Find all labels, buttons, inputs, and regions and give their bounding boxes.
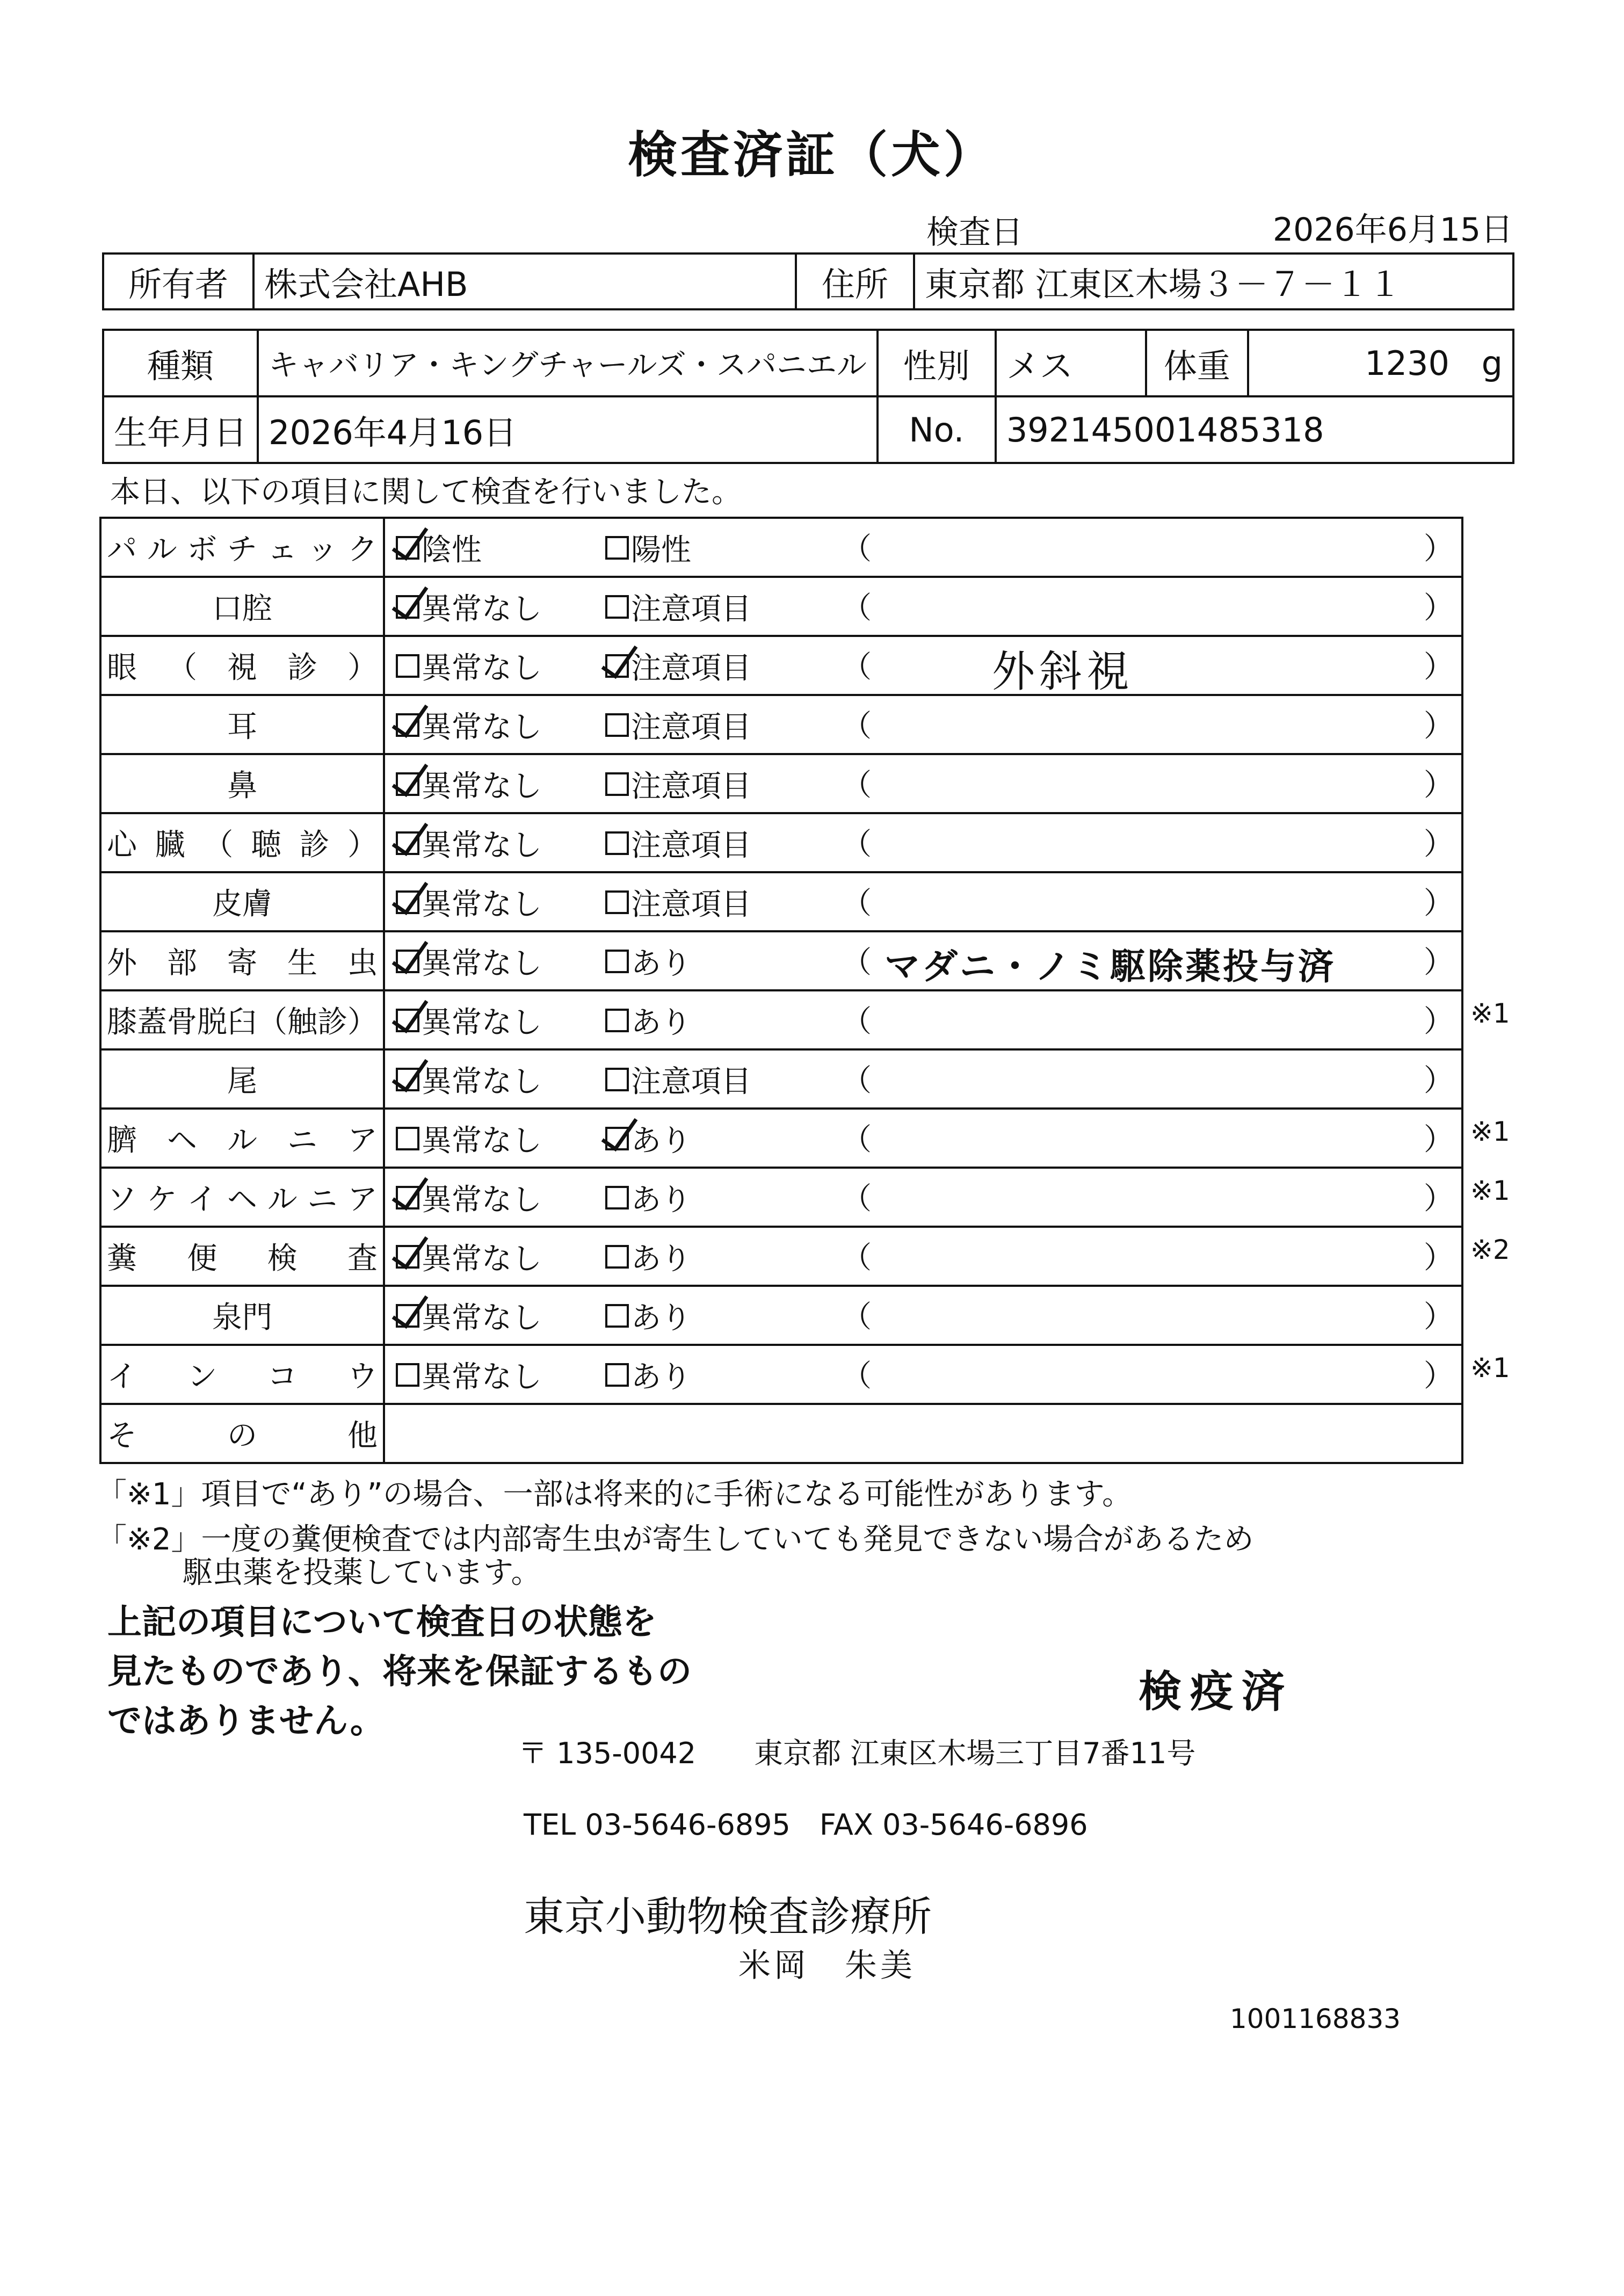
checkbox[interactable] (605, 713, 629, 737)
item-label-cell (100, 813, 384, 872)
option-1[interactable] (396, 704, 542, 747)
disclaimer (107, 1598, 692, 1746)
item-options-cell (384, 872, 1462, 931)
checkbox[interactable] (396, 654, 419, 678)
inspection-row (100, 636, 1462, 695)
sex-value: メス (996, 330, 1146, 396)
item-label-cell (100, 1345, 384, 1404)
note-open-paren: （ (842, 945, 872, 980)
option-2[interactable] (605, 1353, 691, 1396)
item-footnote-mark: ※2 (1470, 1234, 1510, 1265)
item-options-cell (384, 1227, 1462, 1286)
note-close-paren: ） (1424, 591, 1454, 626)
clinic-phone-fax: TEL 03-5646-6895 FAX 03-5646-6896 (524, 1808, 1088, 1842)
note-close-paren: ） (1424, 650, 1454, 685)
item-footnote-mark: ※1 (1470, 1175, 1510, 1206)
item-label-cell (100, 931, 384, 990)
option-label: あり (631, 1005, 691, 1040)
item-label: ソ ケ イ ヘ ル ニ ア (107, 1182, 378, 1217)
inspection-items-table (99, 517, 1463, 1464)
option-label: 陰性 (422, 533, 482, 568)
option-label: 注意項目 (631, 592, 751, 627)
pet-table (102, 329, 1514, 464)
note-close-paren: ） (1424, 1122, 1454, 1157)
item-label: 耳 (227, 709, 257, 744)
item-options-cell (384, 931, 1462, 990)
item-label-cell (100, 990, 384, 1049)
note-close-paren: ） (1424, 827, 1454, 862)
note-close-paren: ） (1424, 886, 1454, 921)
quarantine-stamp: 検疫済 (1139, 1667, 1293, 1716)
clinic-name: 東京小動物検査診療所 (524, 1893, 932, 1940)
option-2[interactable] (605, 999, 691, 1042)
note-open-paren: （ (842, 709, 872, 744)
breed-value: キャバリア・キングチャールズ・スパニエル (258, 330, 878, 396)
option-1[interactable] (396, 526, 482, 569)
item-options-cell (384, 695, 1462, 754)
checkbox[interactable] (605, 536, 629, 560)
owner-table (102, 252, 1514, 310)
note-open-paren: （ (842, 1122, 872, 1157)
inspection-row (100, 1345, 1462, 1404)
sex-label: 性別 (878, 330, 996, 396)
option-label: 異常なし (422, 1242, 542, 1277)
option-2[interactable] (605, 1176, 691, 1219)
option-2[interactable] (605, 940, 691, 983)
option-label: 異常なし (422, 592, 542, 627)
inspection-row (100, 931, 1462, 990)
checkbox[interactable] (605, 1068, 629, 1091)
inspection-row (100, 1109, 1462, 1168)
item-label: 鼻 (227, 769, 257, 803)
item-options-cell (384, 754, 1462, 813)
owner-value: 株式会社AHB (253, 253, 796, 309)
inspection-row (100, 754, 1462, 813)
note-close-paren: ） (1424, 1004, 1454, 1039)
option-1[interactable] (396, 822, 542, 865)
note-close-paren: ） (1424, 1359, 1454, 1394)
option-label: 異常なし (422, 769, 542, 804)
checkbox[interactable] (396, 1127, 419, 1150)
item-options-cell (384, 636, 1462, 695)
option-1[interactable] (396, 999, 542, 1042)
option-label: 陽性 (631, 533, 691, 568)
item-label-cell (100, 1168, 384, 1227)
checkbox[interactable] (605, 1127, 629, 1150)
option-label: 異常なし (422, 1360, 542, 1395)
option-label: 異常なし (422, 887, 542, 922)
note-open-paren: （ (842, 768, 872, 803)
item-options-cell (384, 1286, 1462, 1345)
checkbox[interactable] (605, 831, 629, 855)
checkbox[interactable] (396, 536, 419, 560)
option-label: 異常なし (422, 1064, 542, 1099)
item-label-cell (100, 754, 384, 813)
option-label: 異常なし (422, 1124, 542, 1158)
other-value-cell (384, 1404, 1462, 1463)
footnote-2: 「※2」一度の糞便検査では内部寄生虫が寄生していても発見できない場合があるため (97, 1522, 1254, 1557)
checkbox[interactable] (605, 1304, 629, 1328)
note-open-paren: （ (842, 1182, 872, 1216)
checkbox[interactable] (396, 1009, 419, 1032)
note-open-paren: （ (842, 1063, 872, 1098)
option-1[interactable] (396, 940, 542, 983)
option-2[interactable] (605, 1294, 691, 1337)
inspection-row (100, 872, 1462, 931)
option-2[interactable] (605, 763, 751, 806)
item-options-cell (384, 990, 1462, 1049)
option-1[interactable] (396, 1058, 542, 1101)
option-2[interactable] (605, 526, 691, 569)
inspection-date-label: 検査日 (926, 214, 1023, 251)
item-footnote-mark: ※1 (1470, 1352, 1510, 1384)
item-label-cell (100, 872, 384, 931)
note-open-paren: （ (842, 886, 872, 921)
checkbox[interactable] (605, 654, 629, 678)
note-open-paren: （ (842, 1359, 872, 1394)
weight-label: 体重 (1146, 330, 1248, 396)
inspection-row (100, 1286, 1462, 1345)
option-1[interactable] (396, 1353, 542, 1396)
item-label: 心 臓 （ 聴 診 ） (107, 828, 378, 863)
inspection-row (100, 577, 1462, 636)
checkbox[interactable] (605, 595, 629, 619)
option-2[interactable] (605, 881, 751, 924)
option-label: あり (631, 1242, 691, 1277)
inspection-row (100, 1168, 1462, 1227)
item-label: 外 部 寄 生 虫 (107, 946, 378, 981)
item-options-cell (384, 1168, 1462, 1227)
item-label-cell (100, 518, 384, 577)
inspection-date-value: 2026年6月15日 (1273, 211, 1513, 249)
item-label: 尾 (227, 1064, 257, 1099)
note-open-paren: （ (842, 650, 872, 685)
item-options-cell (384, 577, 1462, 636)
item-footnote-mark: ※1 (1470, 998, 1510, 1029)
doctor-name: 米岡 朱美 (738, 1947, 916, 1984)
option-1[interactable] (396, 881, 542, 924)
item-note: マダニ・ノミ駆除薬投与済 (885, 946, 1336, 987)
weight-value: 1230 (1365, 343, 1449, 383)
option-label: 注意項目 (631, 887, 751, 922)
checkbox[interactable] (396, 713, 419, 737)
intro-text: 本日、以下の項目に関して検査を行いました。 (110, 475, 742, 510)
note-close-paren: ） (1424, 1300, 1454, 1335)
item-label-cell (100, 1109, 384, 1168)
dob-value: 2026年4月16日 (258, 396, 878, 463)
note-close-paren: ） (1424, 1241, 1454, 1276)
item-options-cell (384, 813, 1462, 872)
checkbox[interactable] (605, 1363, 629, 1387)
inspection-row (100, 990, 1462, 1049)
disclaimer-line: 上記の項目について検査日の状態を (107, 1603, 657, 1642)
checkbox[interactable] (605, 950, 629, 973)
item-label-cell (100, 1227, 384, 1286)
item-options-cell (384, 518, 1462, 577)
item-label-cell (100, 1286, 384, 1345)
option-2[interactable] (605, 704, 751, 747)
disclaimer-line: 見たものであり、将来を保証するもの (107, 1652, 692, 1692)
address-label: 住所 (796, 253, 914, 309)
inspection-row (100, 518, 1462, 577)
checkbox[interactable] (396, 1363, 419, 1387)
note-open-paren: （ (842, 532, 872, 567)
weight-value-cell (1248, 330, 1513, 396)
checkbox[interactable] (396, 772, 419, 796)
note-close-paren: ） (1424, 945, 1454, 980)
item-options-cell (384, 1345, 1462, 1404)
option-label: 注意項目 (631, 651, 751, 686)
checkbox[interactable] (605, 1245, 629, 1269)
note-open-paren: （ (842, 1004, 872, 1039)
item-footnote-mark: ※1 (1470, 1116, 1510, 1147)
option-label: 異常なし (422, 651, 542, 686)
certificate-title: 検査済証（犬） (627, 126, 996, 184)
option-label: 異常なし (422, 1183, 542, 1218)
breed-label: 種類 (103, 330, 258, 396)
note-close-paren: ） (1424, 709, 1454, 744)
option-label: 異常なし (422, 1005, 542, 1040)
option-label: 異常なし (422, 710, 542, 745)
option-1[interactable] (396, 585, 542, 628)
note-open-paren: （ (842, 591, 872, 626)
checkbox[interactable] (396, 595, 419, 619)
inspection-row (100, 695, 1462, 754)
item-label: 泉門 (212, 1300, 272, 1335)
option-label: 異常なし (422, 1301, 542, 1336)
inspection-row (100, 1227, 1462, 1286)
option-label: 注意項目 (631, 710, 751, 745)
option-1[interactable] (396, 1235, 542, 1278)
note-close-paren: ） (1424, 532, 1454, 567)
option-label: 注意項目 (631, 1064, 751, 1099)
item-label: パ ル ボ チ ェ ッ ク (107, 532, 378, 567)
item-label: 臍 ヘ ル ニ ア (107, 1123, 378, 1158)
option-2[interactable] (605, 644, 751, 687)
item-options-cell (384, 1049, 1462, 1109)
checkbox[interactable] (396, 1186, 419, 1209)
option-label: 注意項目 (631, 828, 751, 863)
disclaimer-line: ではありません。 (107, 1701, 385, 1741)
note-open-paren: （ (842, 827, 872, 862)
option-label: あり (631, 1301, 691, 1336)
option-1[interactable] (396, 763, 542, 806)
note-close-paren: ） (1424, 768, 1454, 803)
clinic-address: 〒 135-0042 東京都 江東区木場三丁目7番11号 (518, 1736, 1196, 1770)
option-label: あり (631, 946, 691, 981)
option-label: 異常なし (422, 946, 542, 981)
checkbox[interactable] (396, 1304, 419, 1328)
item-label: 膝 蓋 骨 脱 臼 （ 触 診 ） (107, 1005, 378, 1040)
owner-label: 所有者 (103, 253, 253, 309)
item-label-cell (100, 577, 384, 636)
document-number: 1001168833 (1230, 2003, 1401, 2034)
option-1[interactable] (396, 1117, 542, 1160)
option-1[interactable] (396, 1294, 542, 1337)
option-1[interactable] (396, 644, 542, 687)
option-label: あり (631, 1183, 691, 1218)
item-label: イ ン コ ウ (107, 1359, 378, 1394)
checkbox[interactable] (605, 1009, 629, 1032)
no-value: 392145001485318 (996, 396, 1513, 463)
option-2[interactable] (605, 822, 751, 865)
checkbox[interactable] (605, 890, 629, 914)
note-open-paren: （ (842, 1300, 872, 1335)
note-close-paren: ） (1424, 1063, 1454, 1098)
checkbox[interactable] (605, 1186, 629, 1209)
no-label: No. (878, 396, 996, 463)
footnote-1: 「※1」項目で“あり”の場合、一部は将来的に手術になる可能性があります。 (97, 1477, 1133, 1512)
checkbox[interactable] (396, 1068, 419, 1091)
checkbox[interactable] (396, 1245, 419, 1269)
item-label-cell (100, 1049, 384, 1109)
inspection-row (100, 813, 1462, 872)
item-options-cell (384, 1109, 1462, 1168)
footnote-2-cont: 駆虫薬を投薬しています。 (183, 1555, 541, 1590)
dob-label: 生年月日 (103, 396, 258, 463)
option-2[interactable] (605, 585, 751, 628)
option-2[interactable] (605, 1235, 691, 1278)
option-1[interactable] (396, 1176, 542, 1219)
item-label: 糞 便 検 査 (107, 1241, 378, 1276)
other-label-cell (100, 1404, 384, 1463)
item-label-cell (100, 695, 384, 754)
inspection-row (100, 1049, 1462, 1109)
option-2[interactable] (605, 1117, 691, 1160)
option-label: あり (631, 1360, 691, 1395)
option-label: 注意項目 (631, 769, 751, 804)
item-note: 外斜視 (992, 647, 1134, 695)
option-label: 異常なし (422, 828, 542, 863)
item-label: 皮膚 (212, 887, 272, 922)
note-open-paren: （ (842, 1241, 872, 1276)
weight-unit: g (1481, 343, 1503, 383)
other-label: そ の 他 (107, 1418, 378, 1453)
option-label: あり (631, 1124, 691, 1158)
option-2[interactable] (605, 1058, 751, 1101)
item-label: 眼 （ 視 診 ） (107, 650, 378, 685)
checkbox[interactable] (605, 772, 629, 796)
checkbox[interactable] (396, 831, 419, 855)
checkbox[interactable] (396, 950, 419, 973)
checkbox[interactable] (396, 890, 419, 914)
address-value: 東京都 江東区木場３－７－１１ (914, 253, 1513, 309)
note-close-paren: ） (1424, 1182, 1454, 1216)
item-label-cell (100, 636, 384, 695)
item-label: 口腔 (212, 591, 272, 626)
